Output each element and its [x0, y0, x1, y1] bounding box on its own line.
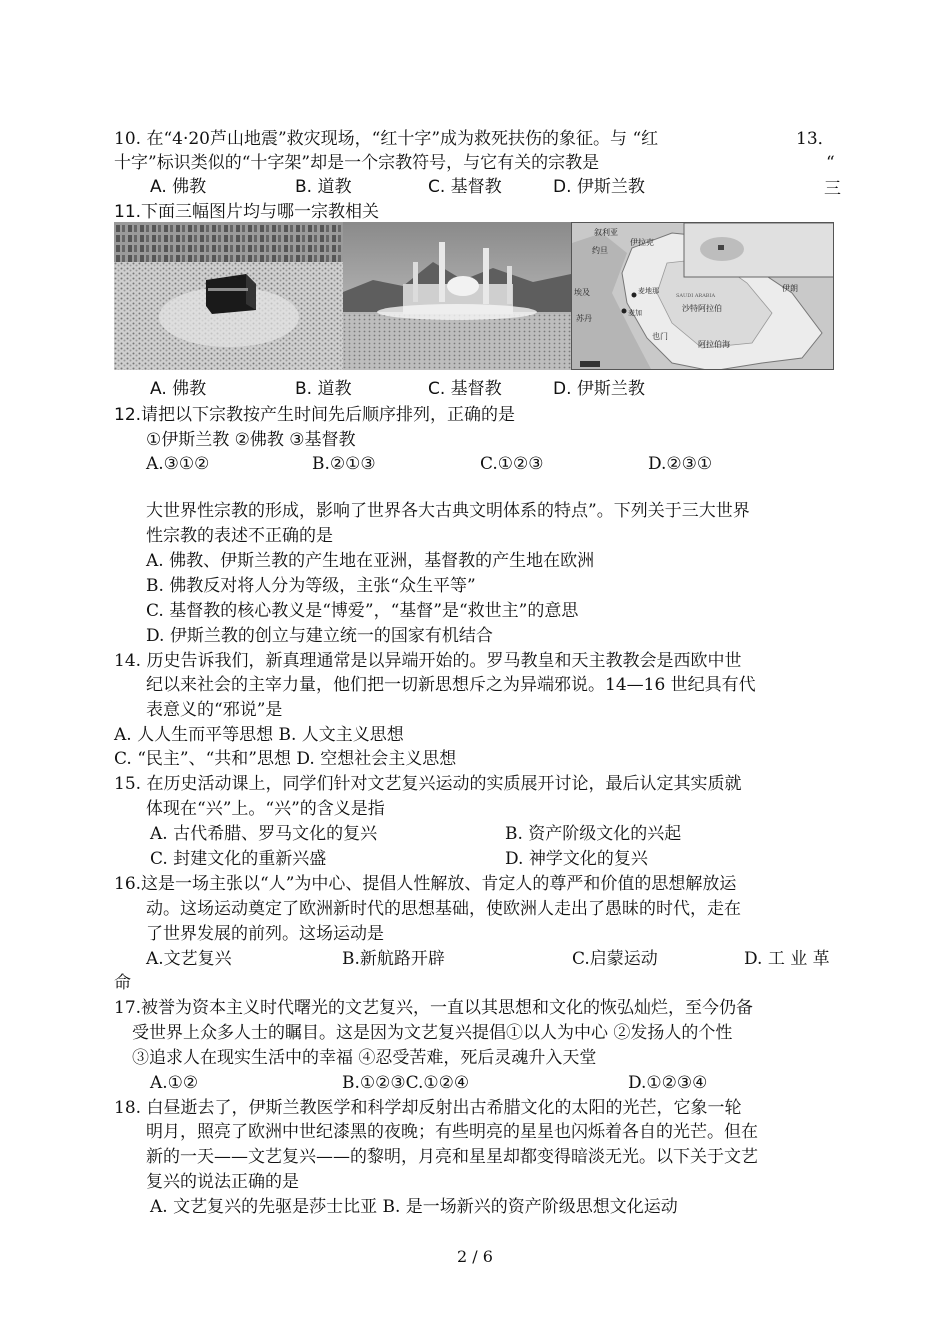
q12-stem: 12.请把以下宗教按产生时间先后顺序排列，正确的是 [114, 405, 516, 425]
q16-line2: 动。这场运动奠定了欧洲新时代的思想基础，使欧洲人走出了愚昧的时代，走在 [146, 899, 741, 919]
q10-option-b: B. 道教 [295, 177, 352, 197]
q13-line2: 性宗教的表述不正确的是 [146, 526, 333, 546]
q14-line1: 14. 历史告诉我们，新真理通常是以异端开始的。罗马教皇和天主教教会是西欧中世 [114, 651, 742, 671]
q17-line2: 受世界上众多人士的瞩目。这是因为文艺复兴提倡①以人为中心 ②发扬人的个性 [132, 1023, 733, 1043]
q14-line3: 表意义的“邪说”是 [146, 700, 283, 720]
q10-option-c: C. 基督教 [428, 177, 502, 197]
map-label-saudi-arabia: 沙特阿拉伯 [682, 304, 722, 313]
q15-option-d: D. 神学文化的复兴 [505, 849, 648, 869]
q18-line3: 新的一天——文艺复兴——的黎明，月亮和星星却都变得暗淡无光。以下关于文艺 [146, 1147, 758, 1167]
kaaba-photo [114, 222, 343, 370]
q11-option-b: B. 道教 [295, 379, 352, 399]
q16-line3: 了世界发展的前列。这场运动是 [146, 924, 384, 944]
arabia-map [571, 222, 834, 370]
q15-line2: 体现在“兴”上。“兴”的含义是指 [146, 799, 385, 819]
q16-line1: 16.这是一场主张以“人”为中心、提倡人性解放、肯定人的尊严和价值的思想解放运 [114, 874, 737, 894]
q11-stem: 11.下面三幅图片均与哪一宗教相关 [114, 202, 380, 222]
q15-line1: 15. 在历史活动课上，同学们针对文艺复兴运动的实质展开讨论，最后认定其实质就 [114, 774, 742, 794]
map-label-sudan: 苏丹 [576, 314, 592, 323]
map-label-yemen: 也门 [652, 332, 668, 341]
q18-options-ab: A. 文艺复兴的先驱是莎士比亚 B. 是一场新兴的资产阶级思想文化运动 [150, 1197, 678, 1217]
q16-option-a: A.文艺复兴 [146, 949, 232, 969]
map-label-jordan: 约旦 [592, 246, 608, 255]
q11-option-d: D. 伊斯兰教 [553, 379, 645, 399]
q12-option-a: A.③①② [146, 454, 210, 474]
q17-option-a: A.①② [150, 1073, 199, 1093]
q15-option-b: B. 资产阶级文化的兴起 [505, 824, 682, 844]
q13-option-b: B. 佛教反对将人分为等级，主张“众生平等” [146, 576, 476, 596]
q17-line3: ③追求人在现实生活中的幸福 ④忍受苦难，死后灵魂升入天堂 [132, 1048, 597, 1068]
q12-option-d: D.②③① [648, 454, 713, 474]
map-label-egypt: 埃及 [574, 288, 590, 297]
q13-char-fragment: 三 [824, 179, 841, 199]
q14-line2: 纪以来社会的主宰力量，他们把一切新思想斥之为异端邪说。14—16 世纪具有代 [146, 675, 756, 695]
q13-option-d: D. 伊斯兰教的创立与建立统一的国家有机结合 [146, 626, 493, 646]
q10-line2: 十字”标识类似的“十字架”却是一个宗教符号，与它有关的宗教是 [114, 153, 600, 173]
q17-option-d: D.①②③④ [628, 1073, 708, 1093]
q12-items: ①伊斯兰教 ②佛教 ③基督教 [146, 430, 356, 450]
map-scale-bar [580, 361, 600, 367]
map-label-iran: 伊朗 [782, 284, 798, 293]
q10-line1: 10. 在“4·20芦山地震”救灾现场，“红十字”成为救死扶伤的象征。与 “红 [114, 129, 659, 149]
q10-option-a: A. 佛教 [150, 177, 207, 197]
q16-option-d: D. 工 业 革 [744, 949, 830, 969]
q15-option-c: C. 封建文化的重新兴盛 [150, 849, 327, 869]
map-label-saudi-arabia-en: SAUDI ARABIA [676, 293, 716, 299]
q10-option-d: D. 伊斯兰教 [553, 177, 645, 197]
map-label-mecca: 麦加 [628, 309, 642, 317]
q17-option-bc: B.①②③C.①②④ [342, 1073, 470, 1093]
page-number: 2 / 6 [457, 1247, 493, 1266]
q17-line1: 17.被誉为资本主义时代曙光的文艺复兴，一直以其思想和文化的恢弘灿烂，至今仍备 [114, 998, 754, 1018]
map-label-medina: 麦地那 [638, 287, 659, 295]
q16-option-d-wrap: 命 [114, 973, 131, 993]
mosque-photo [343, 222, 571, 370]
q16-option-c: C.启蒙运动 [572, 949, 658, 969]
q11-option-a: A. 佛教 [150, 379, 207, 399]
q18-line1: 18. 白昼逝去了，伊斯兰教医学和科学却反射出古希腊文化的太阳的光芒，它象一轮 [114, 1098, 742, 1118]
q12-option-b: B.②①③ [312, 454, 376, 474]
q13-option-c: C. 基督教的核心教义是“博爱”，“基督”是“救世主”的意思 [146, 601, 579, 621]
q15-option-a: A. 古代希腊、罗马文化的复兴 [150, 824, 378, 844]
q13-option-a: A. 佛教、伊斯兰教的产生地在亚洲，基督教的产生地在欧洲 [146, 551, 595, 571]
q16-option-b: B.新航路开辟 [342, 949, 445, 969]
q14-options-ab: A. 人人生而平等思想 B. 人文主义思想 [114, 725, 404, 745]
q13-line1: 大世界性宗教的形成，影响了世界各大古典文明体系的特点”。下列关于三大世界 [146, 501, 750, 521]
q14-options-cd: C. “民主”、“共和”思想 D. 空想社会主义思想 [114, 749, 457, 769]
q13-number-fragment: 13． [796, 129, 835, 149]
q13-quote-fragment: “ [826, 153, 835, 173]
q12-option-c: C.①②③ [480, 454, 544, 474]
map-label-arabian-sea: 阿拉伯海 [698, 340, 730, 349]
q18-line4: 复兴的说法正确的是 [146, 1172, 299, 1192]
map-label-iraq: 伊拉克 [630, 238, 654, 247]
q11-option-c: C. 基督教 [428, 379, 502, 399]
q18-line2: 明月，照亮了欧洲中世纪漆黑的夜晚；有些明亮的星星也闪烁着各自的光芒。但在 [146, 1122, 758, 1142]
map-label-syria: 叙利亚 [594, 228, 618, 237]
